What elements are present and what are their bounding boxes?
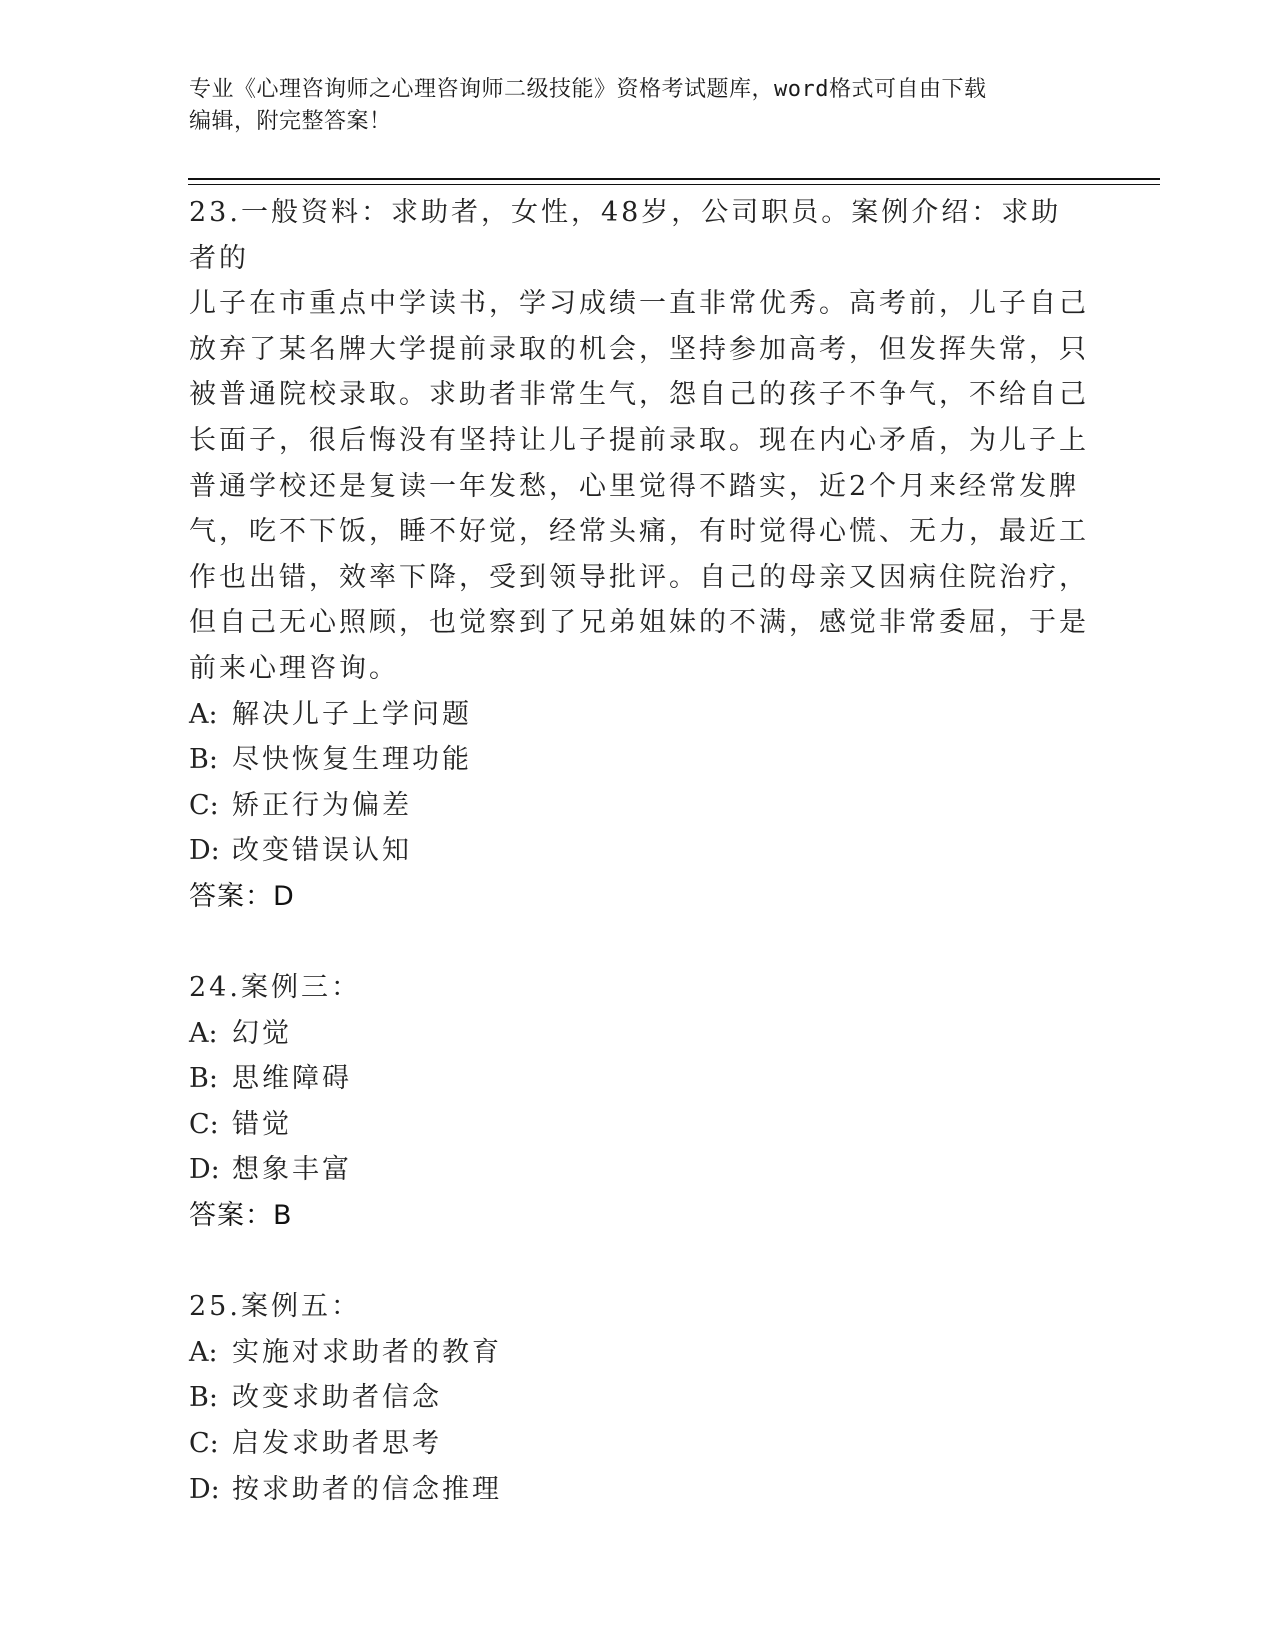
option-label: B: (189, 1382, 218, 1414)
header-divider-thin (188, 184, 1160, 185)
option-label: B: (189, 1063, 218, 1095)
header-divider-thick (188, 178, 1160, 180)
question-stem (189, 965, 1089, 1011)
stem-line: 普通学校还是复读一年发愁，心里觉得不踏实，近2个月来经常发脾 (189, 470, 1080, 502)
header-line-2: 编辑，附完整答案！ (189, 109, 392, 134)
question-number: 24. (189, 972, 241, 1004)
question-number: 23. (189, 197, 241, 228)
stem-line: 被普通院校录取。求助者非常生气，怨自己的孩子不争气，不给自己 (189, 379, 1089, 411)
option-label: A: (189, 1017, 218, 1049)
stem-line: 案例三： (240, 972, 361, 1004)
option-d (189, 828, 1089, 874)
option-text: 尽快恢复生理功能 (232, 744, 472, 776)
option-text: 实施对求助者的教育 (232, 1336, 502, 1368)
option-a (189, 1011, 1089, 1057)
option-a (189, 692, 1089, 738)
stem-line: 一般资料：求助者，女性，48岁，公司职员。案例介绍：求助者的 (189, 197, 1062, 274)
stem-line: 作也出错，效率下降，受到领导批评。自己的母亲又因病住院治疗， (189, 561, 1089, 593)
option-text: 幻觉 (232, 1017, 292, 1049)
option-text: 启发求助者思考 (232, 1428, 442, 1460)
question-spacer (189, 920, 1089, 966)
stem-line: 长面子，很后悔没有坚持让儿子提前录取。现在内心矛盾，为儿子上 (189, 424, 1089, 456)
question-stem (189, 190, 1089, 281)
question-24 (189, 965, 1089, 1239)
option-label: C: (189, 1108, 219, 1140)
option-c (189, 1421, 1089, 1467)
option-d (189, 1467, 1089, 1513)
answer-line: 答案：D (189, 880, 295, 912)
option-label: B: (189, 744, 218, 776)
option-text: 想象丰富 (232, 1154, 352, 1186)
question-number: 25. (189, 1291, 241, 1323)
stem-line: 放弃了某名牌大学提前录取的机会，坚持参加高考，但发挥失常，只 (189, 333, 1089, 365)
option-text: 按求助者的信念推理 (232, 1473, 502, 1505)
option-b (189, 1375, 1089, 1421)
option-label: C: (189, 1428, 219, 1460)
option-text: 错觉 (232, 1108, 292, 1140)
option-label: D: (189, 835, 220, 867)
option-label: C: (189, 789, 219, 821)
option-c (189, 1102, 1089, 1148)
option-text: 改变求助者信念 (232, 1382, 442, 1414)
stem-line: 案例五： (240, 1291, 361, 1323)
option-b (189, 737, 1089, 783)
question-23 (189, 190, 1089, 920)
stem-line: 前来心理咨询。 (189, 652, 399, 684)
option-d (189, 1147, 1089, 1193)
option-label: D: (189, 1154, 220, 1186)
option-label: D: (189, 1473, 220, 1505)
option-a (189, 1330, 1089, 1376)
question-stem (189, 1284, 1089, 1330)
header-line-1: 专业《心理咨询师之心理咨询师二级技能》资格考试题库，word格式可自由下载 (189, 77, 987, 102)
option-label: A: (189, 1336, 218, 1368)
option-label: A: (189, 698, 218, 730)
option-text: 解决儿子上学问题 (232, 698, 472, 730)
option-text: 思维障碍 (232, 1063, 352, 1095)
stem-line: 儿子在市重点中学读书，学习成绩一直非常优秀。高考前，儿子自己 (189, 288, 1089, 320)
option-c (189, 783, 1089, 829)
option-text: 改变错误认知 (232, 835, 412, 867)
question-list (189, 190, 1089, 1512)
stem-line: 但自己无心照顾，也觉察到了兄弟姐妹的不满，感觉非常委屈，于是 (189, 607, 1089, 639)
option-b (189, 1056, 1089, 1102)
stem-line: 气，吃不下饭，睡不好觉，经常头痛，有时觉得心慌、无力，最近工 (189, 516, 1089, 548)
question-spacer (189, 1239, 1089, 1285)
answer-line: 答案：B (189, 1200, 293, 1232)
option-text: 矫正行为偏差 (232, 789, 412, 821)
page-header (189, 74, 1069, 138)
question-25 (189, 1284, 1089, 1512)
